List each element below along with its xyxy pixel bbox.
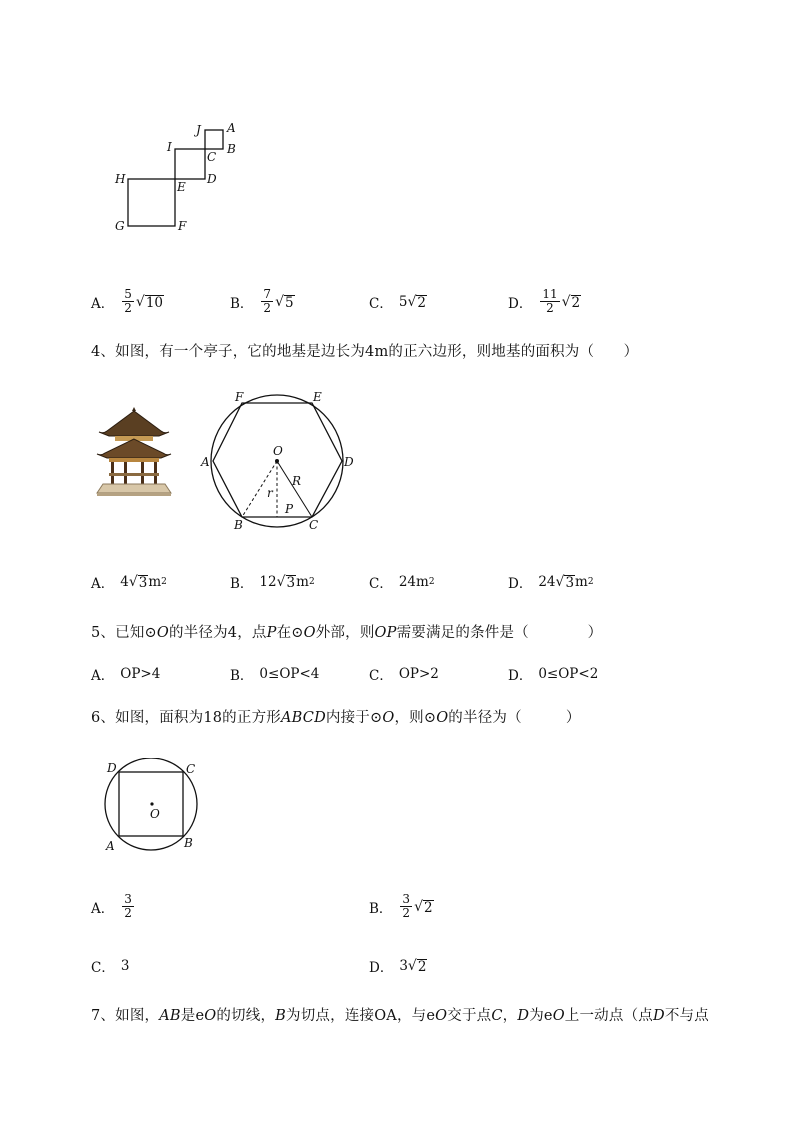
coefficient: 3	[399, 958, 408, 974]
coefficient: 24	[538, 574, 556, 590]
question-5-text: 5、已知⊙O的半径为4，点P在⊙O外部，则OP需要满足的条件是（ ）	[91, 625, 603, 641]
label-C: C	[207, 150, 217, 164]
q5-option-b[interactable]	[230, 664, 319, 684]
coefficient: 12	[259, 574, 277, 590]
square-jabc	[205, 130, 223, 149]
q6-option-a[interactable]	[91, 893, 136, 920]
figure-q3-squares	[100, 115, 260, 240]
q6-option-c[interactable]	[91, 956, 129, 976]
q6-option-b[interactable]	[369, 893, 434, 920]
q5-option-c[interactable]	[369, 664, 439, 684]
option-letter: A．	[91, 576, 115, 592]
label-r: r	[267, 486, 273, 500]
figure-q4-hexagon	[198, 388, 363, 535]
option-letter: B．	[369, 900, 393, 917]
label-D: D	[207, 172, 217, 186]
option-letter: B．	[230, 668, 254, 684]
fraction: $\frac{3}{2}$	[124, 892, 132, 920]
q3-option-d[interactable]	[508, 288, 581, 315]
label-B: B	[184, 836, 193, 850]
sqrt: √ 3	[276, 574, 296, 591]
square-ideC	[175, 149, 205, 179]
label-B: B	[227, 142, 236, 156]
option-letter: C．	[369, 576, 393, 592]
q3-option-a[interactable]	[91, 288, 164, 315]
label-P: P	[285, 502, 294, 516]
label-F: F	[235, 390, 244, 404]
fraction: $\frac{5}{2}$	[124, 287, 132, 315]
option-text: 0≤OP<2	[538, 666, 599, 682]
q3-option-c[interactable]	[369, 292, 427, 312]
label-A: A	[106, 839, 115, 853]
option-letter: D．	[369, 960, 394, 976]
label-D: D	[107, 761, 117, 775]
unit: m	[148, 574, 162, 590]
unit: m	[296, 574, 309, 590]
label-E: E	[177, 180, 186, 194]
sqrt: √ 5	[275, 293, 294, 311]
q5-option-a[interactable]	[91, 664, 160, 684]
figure-q6-square-in-circle	[100, 758, 210, 858]
option-letter: B．	[230, 576, 254, 592]
label-C: C	[186, 762, 196, 776]
option-letter: A．	[91, 900, 115, 917]
sqrt: √ 10	[135, 293, 163, 311]
label-D: D	[344, 455, 354, 469]
q6-option-d[interactable]	[369, 956, 427, 976]
q4-option-d[interactable]	[508, 572, 594, 592]
unit-exponent: 2	[428, 577, 435, 587]
label-G: G	[115, 219, 125, 233]
label-B: B	[234, 518, 243, 532]
sqrt: √ 2	[561, 293, 581, 311]
sqrt: √ 3	[555, 574, 575, 591]
option-letter: D．	[508, 576, 533, 592]
option-letter: C．	[91, 960, 115, 976]
q5-option-d[interactable]	[508, 664, 598, 684]
option-letter: D．	[508, 295, 533, 312]
option-text: OP>4	[120, 666, 161, 682]
label-F: F	[178, 219, 187, 233]
unit-exponent: 2	[161, 577, 167, 587]
label-E: E	[313, 390, 322, 404]
fraction: $\frac{7}{2}$	[263, 287, 272, 315]
fraction: $\frac{11}{2}$	[542, 287, 558, 315]
sqrt: √ 2	[414, 898, 433, 916]
option-text: 3	[120, 958, 130, 974]
option-text: OP>2	[398, 666, 439, 682]
option-letter: A．	[91, 295, 115, 312]
coefficient: 4	[120, 574, 129, 590]
label-C: C	[309, 518, 319, 532]
option-letter: A．	[91, 668, 115, 684]
option-letter: C．	[369, 296, 393, 312]
option-letter: C．	[369, 668, 393, 684]
option-text: 0≤OP<4	[259, 666, 320, 682]
label-O: O	[273, 444, 283, 458]
label-O: O	[150, 807, 160, 821]
coefficient: 5	[398, 294, 408, 310]
sqrt: √ 2	[407, 958, 427, 975]
label-A: A	[227, 121, 236, 135]
q4-option-a[interactable]	[91, 572, 167, 592]
unit-exponent: 2	[587, 577, 594, 587]
label-A: A	[201, 455, 210, 469]
label-J: J	[196, 123, 201, 137]
sqrt: √ 3	[128, 574, 148, 591]
question-6-text: 6、如图，面积为18的正方形ABCD内接于⊙O，则⊙O的半径为（ ）	[91, 710, 581, 726]
unit: m	[575, 574, 588, 590]
label-H: H	[115, 172, 126, 186]
question-7-text: 7、如图，AB是eO的切线，B为切点，连接OA，与eO交于点C，D为eO上一动点（点D不与点	[91, 1008, 709, 1024]
q4-option-c[interactable]	[369, 572, 435, 592]
option-text: 24m	[398, 574, 429, 590]
unit-exponent: 2	[308, 577, 315, 587]
sqrt: √ 2	[407, 294, 426, 311]
option-letter: B．	[230, 295, 254, 312]
square-efgh	[128, 179, 175, 226]
label-R: R	[292, 474, 302, 488]
q4-option-b[interactable]	[230, 572, 315, 592]
fraction: $\frac{3}{2}$	[402, 892, 411, 920]
pavilion-image	[95, 405, 173, 497]
q3-option-b[interactable]	[230, 288, 295, 315]
option-letter: D．	[508, 668, 533, 684]
question-4-text: 4、如图，有一个亭子，它的地基是边长为4m的正六边形，则地基的面积为（ ）	[91, 344, 639, 360]
label-I: I	[167, 140, 172, 154]
